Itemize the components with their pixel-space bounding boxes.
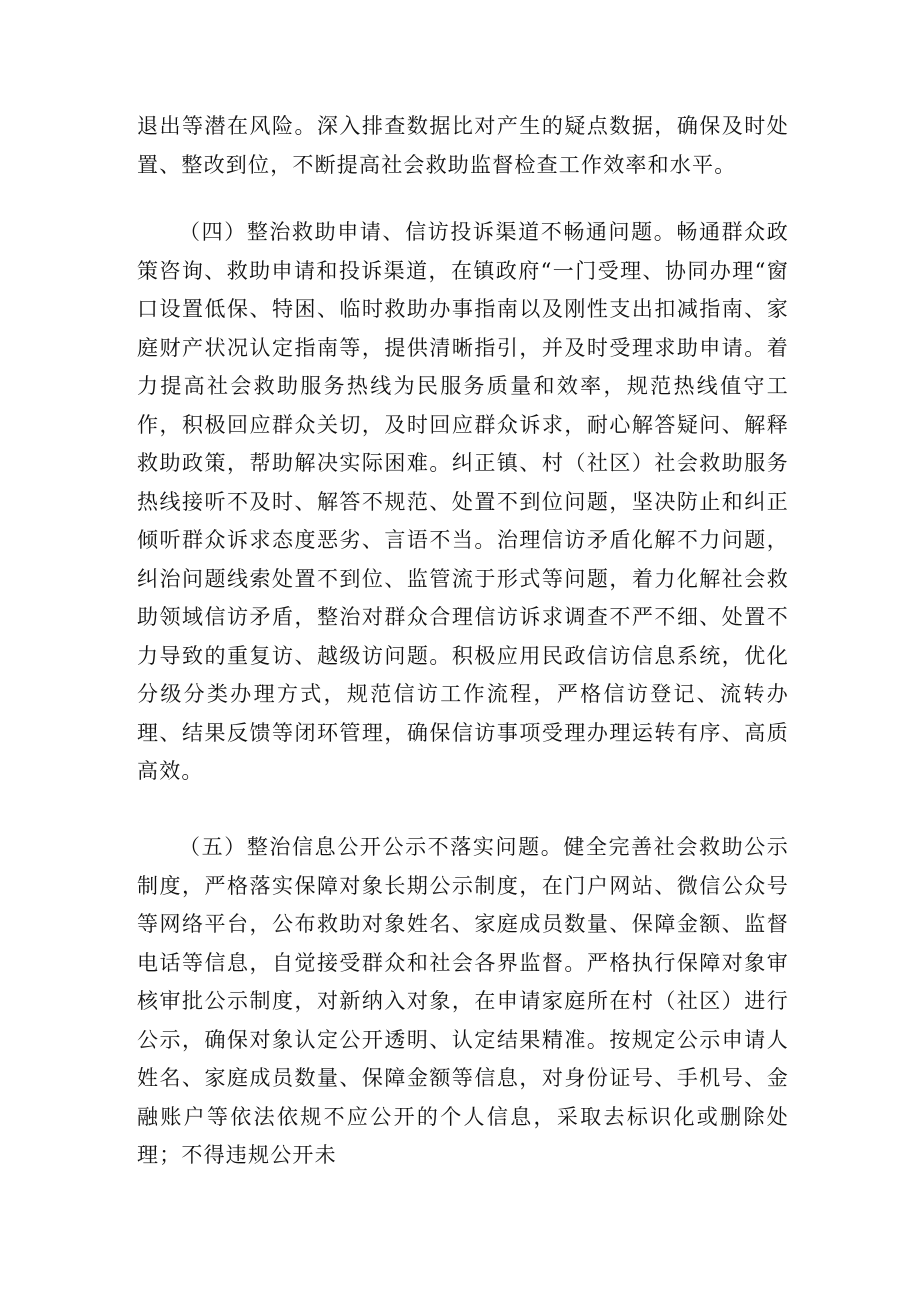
paragraph-section-four: （四）整治救助申请、信访投诉渠道不畅通问题。畅通群众政策咨询、救助申请和投诉渠道，在镇政府“一门受理、协同办理“窗口设置低保、特困、临时救助办事指南以及刚性支出扣减指南、家庭财产状况认定指南等，提供清晰指引，并及时受理求助申请。着力提高社会救助服务热线为民服务质量和效率，规范热线值守工作，积极回应群众关切，及时回应群众诉求，耐心解答疑问、解释救助政策，帮助解决实际困难。纠正镇、村（社区）社会救助服务热线接听不及时、解答不规范、处置不到位问题，坚决防止和纠正倾听群众诉求态度恶劣、言语不当。治理信访矛盾化解不力问题，纠治问题线索处置不到位、监管流于形式等问题，着力化解社会救助领域信访矛盾，整治对群众合理信访诉求调查不严不细、处置不力导致的重复访、越级访问题。积极应用民政信访信息系统，优化分级分类办理方式，规范信访工作流程，严格信访登记、流转办理、结果反馈等闭环管理，确保信访事项受理办理运转有序、高质高效。 (137, 220, 789, 783)
paragraph-section-five: （五）整治信息公开公示不落实问题。健全完善社会救助公示制度，严格落实保障对象长期公示制度，在门户网站、微信公众号等网络平台，公布救助对象姓名、家庭成员数量、保障金额、监督电话等信息，自觉接受群众和社会各界监督。严格执行保障对象审核审批公示制度，对新纳入对象，在申请家庭所在村（社区）进行公示，确保对象认定公开透明、认定结果精准。按规定公示申请人姓名、家庭成员数量、保障金额等信息，对身份证号、手机号、金融账户等依法依规不应公开的个人信息，采取去标识化或删除处理；不得违规公开未 (137, 835, 789, 1167)
paragraph-continuation: 退出等潜在风险。深入排查数据比对产生的疑点数据，确保及时处置、整改到位，不断提高社会救助监督检查工作效率和水平。 (137, 114, 789, 177)
